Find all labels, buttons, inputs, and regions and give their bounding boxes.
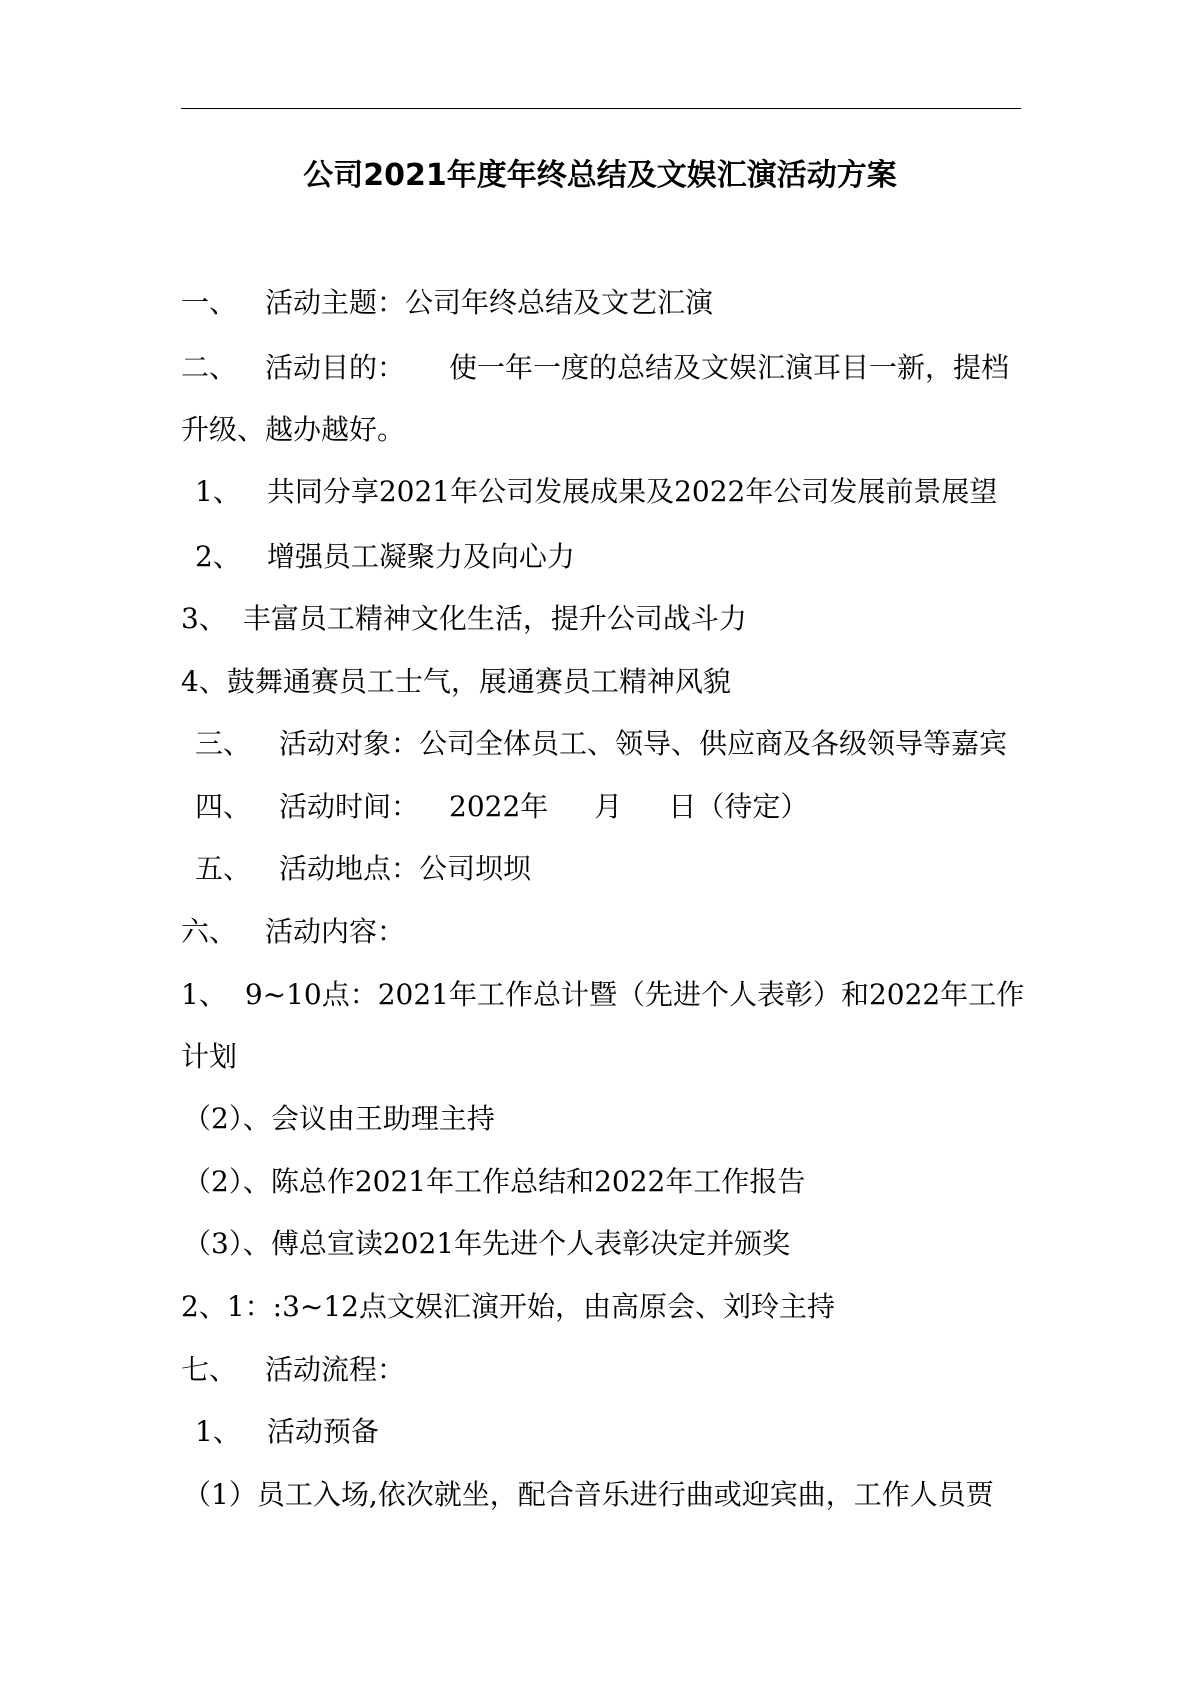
list-text: 共同分享2021年公司发展成果及2022年公司发展前景展望: [266, 475, 998, 508]
list-item: （1）员工入场,依次就坐，配合音乐进行曲或迎宾曲，工作人员贾: [183, 1478, 994, 1511]
list-item: （3）、傅总宣读2021年先进个人表彰决定并颁奖: [183, 1227, 791, 1260]
section-text: 活动主题：公司年终总结及文艺汇演: [265, 286, 714, 319]
section-audience: [195, 719, 1007, 769]
list-marker: 1、: [195, 475, 241, 508]
list-text: 9~10点：2021年工作总计暨（先进个人表彰）和2022年工作: [244, 978, 1025, 1011]
list-text: 活动预备: [266, 1415, 379, 1448]
section-marker: 一、: [181, 286, 238, 319]
list-marker: 3、: [181, 602, 227, 635]
list-marker: 1、: [195, 1415, 241, 1448]
document-title: 公司2021年度年终总结及文娱汇演活动方案: [303, 158, 897, 193]
section-text: 活动流程：: [265, 1353, 406, 1386]
section-marker: 三、: [195, 727, 252, 760]
section-label: 活动时间：: [279, 790, 420, 823]
list-item: 4、鼓舞通赛员工士气，展通赛员工精神风貌: [181, 665, 731, 698]
list-item: 2、1：:3~12点文娱汇演开始，由高原会、刘玲主持: [181, 1290, 835, 1323]
list-item: （2）、陈总作2021年工作总结和2022年工作报告: [183, 1165, 806, 1198]
section-text: 活动地点：公司坝坝: [279, 852, 532, 885]
section-purpose: [181, 343, 1009, 393]
paragraph-continuation: 计划: [181, 1040, 238, 1073]
section-marker: 五、: [195, 852, 252, 885]
time-year: 2022年: [449, 790, 549, 823]
list-item: [181, 594, 747, 644]
list-item: [195, 1407, 379, 1457]
time-month: 月: [594, 790, 623, 823]
list-item: [195, 467, 997, 517]
section-marker: 二、: [181, 351, 238, 384]
section-content: [181, 907, 405, 957]
section-marker: 六、: [181, 915, 238, 948]
section-text: 活动对象：公司全体员工、领导、供应商及各级领导等嘉宾: [279, 727, 1008, 760]
section-process: [181, 1345, 405, 1395]
section-theme: [181, 278, 713, 328]
time-day: 日（待定）: [668, 790, 809, 823]
list-item: [181, 970, 1024, 1020]
section-marker: 四、: [195, 790, 252, 823]
list-marker: 2、: [195, 540, 241, 573]
list-text: 增强员工凝聚力及向心力: [266, 540, 575, 573]
section-marker: 七、: [181, 1353, 238, 1386]
section-label: 活动目的：: [265, 351, 406, 384]
header-rule: [181, 108, 1021, 109]
list-marker: 1、: [181, 978, 227, 1011]
paragraph-continuation: 升级、越办越好。: [181, 413, 406, 446]
section-text: 活动内容：: [265, 915, 406, 948]
section-location: [195, 844, 531, 894]
list-item: [195, 532, 575, 582]
section-time: [195, 782, 808, 832]
list-text: 丰富员工精神文化生活，提升公司战斗力: [242, 602, 747, 635]
list-item: （2）、会议由王助理主持: [183, 1102, 495, 1135]
section-text: 使一年一度的总结及文娱汇演耳目一新，提档: [449, 351, 1010, 384]
